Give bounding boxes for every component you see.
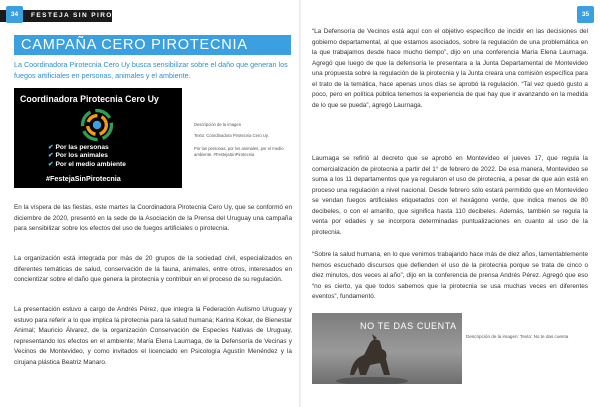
poster-caption-text: Texto: Coordinadora Pirotecnia Cero Uy. (194, 133, 269, 138)
poster-list (48, 144, 126, 169)
dog-icon (330, 331, 420, 384)
page-number-left: 34 (6, 6, 23, 23)
page-number-right: 35 (577, 6, 594, 23)
body-paragraph: “Sobre la salud humana, en lo que venimos trabajando hace más de diez años, lamentablemente hemos escuchado discursos que defienden el uso de la pirotecnia porque se trata de cinco o diez minutos, dos veces al año”, dijo en la conferencia de prensa Andrés Pérez. Agregó que eso “no es cierto, ya que todos sabemos que la pirotecnia se usa muchas veces en diferentes eventos”, fundamentó. (312, 251, 588, 300)
body-paragraph: “La Defensoría de Vecinos está aquí con el objetivo específico de incidir en las decisiones del gobierno departamental, al que estamos asociados, sobre la regulación de una problemática en la que trabajamos desde hace mucho tiempo”, dijo en una conferencia María Elena Laurnaga. Agregó que luego de que la defensoría le presentara a la Junta Departamental de Montevideo una propuesta sobre la regulación de la pirotecnia y la Junta creara una comisión específica para el trato de la temática, hace apenas unos días se aprobó la regulación. “Tal vez quedó gusto a poco, pero en política pública tenemos la experiencia de que hay que ir avanzando en la medida de lo que se pueda”, agregó Laurnaga. (312, 28, 588, 109)
poster-list-item: ✔ Por el medio ambiente (48, 160, 126, 168)
dog-photo (312, 313, 462, 384)
photo-overlay-text: NO TE DAS CUENTA (360, 321, 457, 331)
article-lead: La Coordinadora Pirotecnia Cero Uy busca sensibilizar sobre el daño que generan los fuegos artificiales en personas, animales y el ambiente. (14, 60, 288, 80)
campaign-poster-image (14, 88, 182, 188)
body-paragraph: La presentación estuvo a cargo de Andrés Pérez, que integra la Federación Autismo Uruguay y estuvo para referir a lo que implica la pirotecnia para la salud humana; Karina Kokar, de Bienestar Animal; Mauricio Álvarez, de la organización Conservación de Especies Nativas de Uruguay, representando los efectos en el ambiente; María Elena Laurnaga, de la Defensoría de Vecinas y Vecinos de Montevideo, y como invitados el licenciado en Psicología Agustín Menéndez y la cirujana plástica Beatriz Manaro. (14, 306, 292, 366)
photo-caption: Descripción de la imagen: Texto: No te das cuenta (466, 334, 569, 339)
check-icon: ✔ (48, 144, 54, 151)
body-paragraph: En la víspera de las fiestas, este martes la Coordinadora Pirotecnia Cero Uy, que se conformó en diciembre de 2020, presentó en la sede de la Asociación de la Prensa del Uruguay una campaña para sensibilizar sobre los efectos del uso de fuegos artificiales o pirotecnia. (14, 204, 292, 232)
poster-list-item: ✔ Por las personas (48, 144, 109, 151)
article-title: CAMPAÑA CERO PIROTECNIA (14, 35, 291, 55)
section-label: FESTEJA SIN PIROTECNIA (31, 12, 146, 19)
poster-caption-detail: Por las personas, por los animales, por el medio ambiente. #FestejaSinPirotecnia (194, 146, 284, 157)
poster-hashtag: #FestejaSinPirotecnia (46, 174, 121, 183)
page-gutter (299, 0, 301, 407)
coordinadora-logo-icon (80, 108, 114, 142)
body-paragraph: Laurnaga se refirió al decreto que se aprobó en Montevideo el jueves 17, que regula la comercialización de pirotecnia a partir del 1° de febrero de 2022. De esa manera, Montevideo se suma a los 11 departamentos que ya regularon el uso de pirotecnia, a pesar de que aún está en proceso una regulación a nivel nacional. Desde febrero sólo estará permitido que en Montevideo se vendan fuegos artificiales etiquetados con el hexágono verde, que indica menos de 80 decibeles, o con el amarillo, que significa hasta 110 decibeles. Además, también se regula la venta por edades y se incorpora determinadas puntualizaciones en cuanto al uso de la pirotecnia. (312, 155, 588, 236)
poster-title: Coordinadora Pirotecnia Cero Uy (20, 94, 159, 104)
poster-caption-heading: Descripción de la imagen (194, 122, 242, 127)
check-icon: ✔ (48, 152, 54, 160)
check-icon: ✔ (48, 160, 54, 168)
body-paragraph: La organización está integrada por más de 20 grupos de la sociedad civil, especializados en diferentes temáticas de salud, conservación de la fauna, animales, entre otros, interesados en concientizar sobre el daño que genera la pirotecnia y contribuir en el proceso de su regulación. (14, 255, 292, 283)
poster-list-item: ✔ Por los animales (48, 152, 108, 160)
